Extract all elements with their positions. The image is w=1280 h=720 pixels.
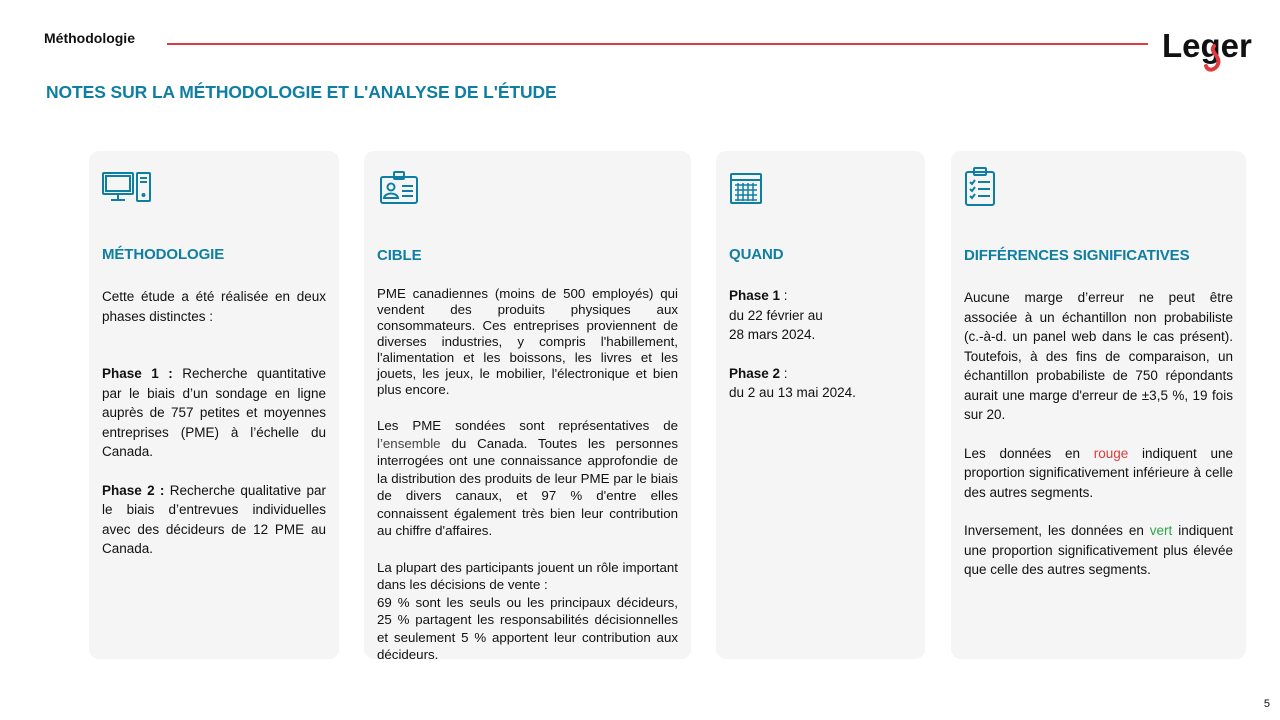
differences-paragraph-2: [964, 444, 1233, 503]
cible-paragraph-4: 69 % sont les seuls ou les principaux décideurs, 25 % partagent les responsabilités décisionnelles et seulement 5 % apportent leur contribution aux décideurs.: [377, 594, 678, 662]
differences-title: DIFFÉRENCES SIGNIFICATIVES: [964, 247, 1190, 264]
methodologie-phase1: [102, 364, 326, 462]
cible-body: [377, 286, 678, 664]
phase2-label: Phase 2 :: [102, 482, 165, 498]
differences-p3-start: Inversement, les données en: [964, 523, 1150, 538]
cible-p2-end: du Canada. Toutes les personnes interrogées ont une connaissance approfondie de la distribution des produits de leur PME par le biais de divers canaux, et 97 % d'entre elles connaissent également très bien leur contribution au chiffre d'affaires.: [377, 435, 678, 538]
cible-card: [364, 151, 691, 662]
differences-card: [951, 151, 1246, 659]
differences-body: [964, 288, 1233, 580]
quand-phase2-label: [729, 364, 914, 384]
methodologie-phase2: [102, 481, 326, 559]
phase1-text: Recherche quantitative par le biais d’un sondage en ligne auprès de 757 petites et moyennes entreprises (PME) à l’échelle du Canada.: [102, 366, 326, 459]
cible-title: CIBLE: [377, 247, 422, 264]
page-title: NOTES SUR LA MÉTHODOLOGIE ET L'ANALYSE DE L'ÉTUDE: [46, 82, 557, 102]
leger-logo: [1160, 26, 1252, 78]
methodologie-card: [89, 151, 339, 659]
id-badge-icon: [379, 171, 419, 205]
quand-title: QUAND: [729, 246, 784, 263]
quand-card: [716, 151, 925, 659]
methodologie-body: [102, 287, 326, 559]
cible-paragraph-3: La plupart des participants jouent un rôle important dans les décisions de vente :: [377, 559, 678, 592]
differences-p3-end: indiquent une proportion significativement plus élevée que celle des autres segments.: [964, 523, 1233, 577]
differences-green-word: vert: [1149, 523, 1173, 538]
quand-phase1-bold: Phase 1: [729, 288, 781, 303]
differences-paragraph-1: Aucune marge d’erreur ne peut être associée à un échantillon non probabiliste (c.-à-d. un panel web dans le cas présent). Toutefois, à des fins de comparaison, un échantillon probabiliste de 750 répondants aurait une marge d'erreur de ±3,5 %, 19 fois sur 20.: [964, 290, 1233, 422]
cible-p2-start: Les PME sondées sont représentatives de: [377, 418, 678, 433]
phase1-label: Phase 1 :: [102, 366, 173, 381]
differences-p2-start: Les données en: [964, 445, 1094, 461]
checklist-icon: [964, 167, 996, 207]
logo-wordmark: Leger: [1162, 27, 1252, 64]
section-label: Méthodologie: [44, 30, 135, 46]
computer-icon: [101, 170, 153, 204]
methodologie-title: MÉTHODOLOGIE: [102, 246, 225, 263]
quand-phase2-sep: :: [780, 365, 788, 381]
differences-p2-end: indiquent une proportion significativement inférieure à celle des autres segments.: [964, 445, 1233, 500]
header-divider: [167, 43, 1148, 45]
quand-phase1-line1: du 22 février au: [729, 307, 823, 323]
differences-red-word: rouge: [1093, 445, 1129, 461]
quand-body: [729, 286, 914, 403]
cible-paragraph-1: PME canadiennes (moins de 500 employés) qui vendent des produits physiques aux consommateurs. Ces entreprises proviennent de diverses industries, y compris l'habillement, l'alimentation et les boissons, les livres et les jouets, les jeux, le mobilier, l'électronique et bien plus encore.: [377, 286, 678, 397]
quand-phase2-bold: Phase 2: [729, 365, 781, 381]
quand-phase1-line2: 28 mars 2024.: [729, 327, 816, 342]
cible-p2-ensemble: l’ensemble: [377, 435, 441, 451]
differences-paragraph-3: [964, 521, 1233, 580]
calendar-icon: [729, 171, 763, 205]
quand-phase2-line1: du 2 au 13 mai 2024.: [729, 385, 856, 400]
quand-phase1-label: [729, 286, 914, 306]
page-number: 5: [1263, 698, 1270, 710]
quand-phase1-sep: :: [780, 288, 788, 303]
cible-paragraph-2: [377, 417, 678, 540]
phase2-text: Recherche qualitative par le biais d’entrevues individuelles avec des décideurs de 12 PME au Canada.: [102, 482, 327, 556]
methodologie-intro: Cette étude a été réalisée en deux phases distinctes :: [102, 289, 326, 324]
